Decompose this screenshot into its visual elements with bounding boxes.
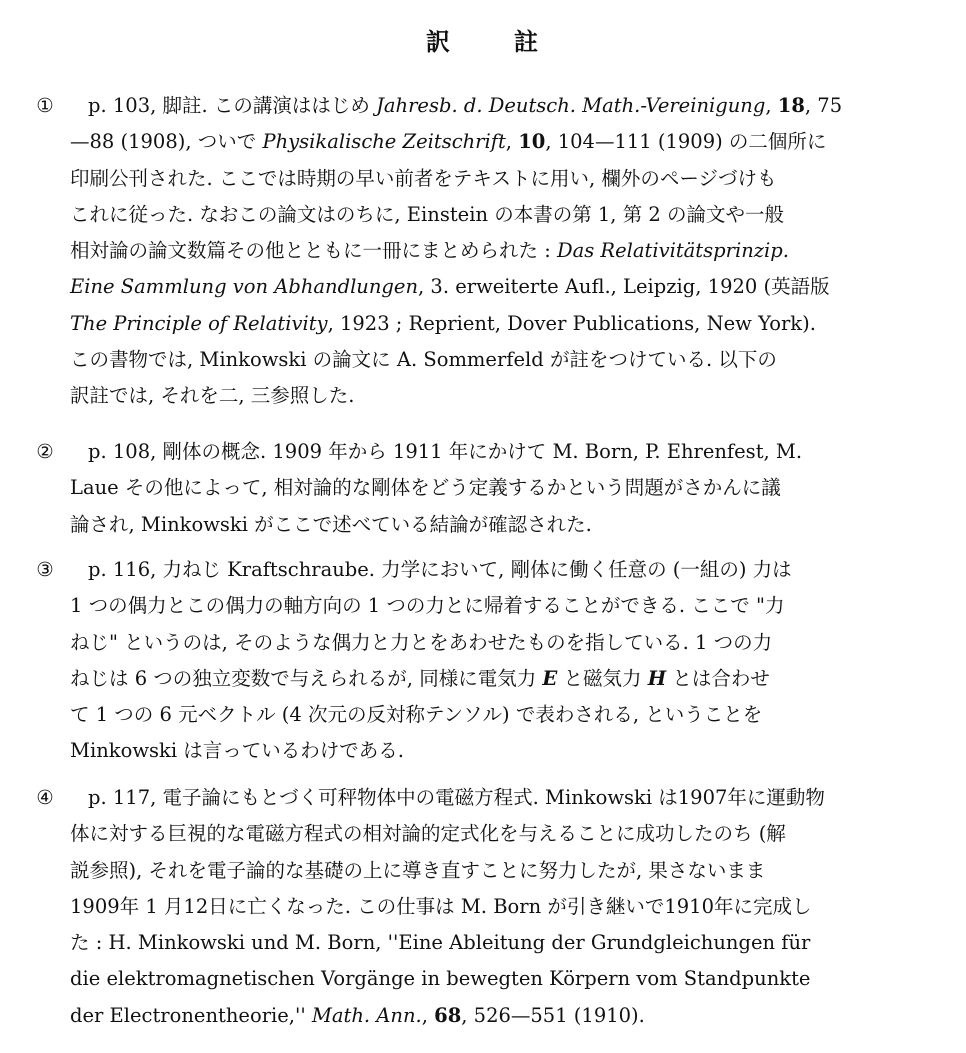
note-marker: ④ [36,786,54,809]
note-3 [30,552,910,770]
note-marker: ① [36,94,54,117]
note-line [70,925,910,961]
note-line [70,961,910,997]
note-line [70,233,910,269]
text-segment: て 1 つの 6 元ベクトル (4 次元の反対称テンソル) で表わされる, ということを [70,703,763,727]
text-segment: , [765,94,778,117]
text-segment: 体に対する巨視的な電磁方程式の相対論的定式化を与えることに成功したのち (解 [70,822,786,846]
note-line [70,470,910,506]
note-body [70,552,910,770]
text-segment: p. 108, 剛体の概念. 1909 年から 1911 年にかけて M. Born, P. Ehrenfest, M. [88,440,803,463]
note-line [70,697,910,733]
text-segment: Math. Ann. [311,1003,422,1027]
text-segment: p. 103, 脚註. この講演ははじめ [88,94,377,117]
note-4 [30,780,910,1034]
text-segment: , 3. erweiterte Aufl., Leipzig, 1920 (英語版 [418,275,830,299]
note-line [70,733,910,769]
text-segment: ねじは 6 つの独立変数で与えられるが, 同様に電気力 [70,666,543,690]
note-line [70,998,910,1034]
text-segment: E [542,666,558,690]
note-line [70,853,910,889]
note-line [70,816,910,852]
note-line [70,889,910,925]
title-char-1: 訳 [426,27,452,56]
text-segment: と磁気力 [557,666,648,690]
text-segment: とは合わせ [666,666,770,690]
text-segment: 18 [777,94,805,117]
text-segment: Minkowski は言っているわけである. [70,739,404,763]
note-line [70,269,910,305]
note-body [70,88,910,415]
note-line [70,507,910,543]
text-segment: die elektromagnetischen Vorgänge in bewegten Körpern vom Standpunkte [70,967,811,991]
note-line [70,197,910,233]
note-line [88,780,910,816]
note-marker: ③ [36,558,54,581]
note-line [70,588,910,624]
page-title [0,22,966,57]
note-1 [30,88,910,415]
text-segment: , 75 [804,94,843,117]
note-line [70,306,910,342]
note-body [70,780,910,1034]
text-segment: 印刷公刊された. ここでは時期の早い前者をテキストに用い, 欄外のページづけも [70,166,777,190]
note-line [70,124,910,160]
note-2 [30,434,910,543]
note-marker: ② [36,440,54,463]
text-segment: p. 117, 電子論にもとづく可秤物体中の電磁方程式. Minkowski は1907年に運動物 [88,786,825,809]
text-segment: , 1923 ; Reprient, Dover Publications, New York). [327,311,816,335]
text-segment: 訳註では, それを二, 三参照した. [70,384,355,408]
text-segment: p. 116, 力ねじ Kraftschraube. 力学において, 剛体に働く任意の (一組の) 力は [88,558,792,581]
text-segment: Laue その他によって, 相対論的な剛体をどう定義するかという問題がさかんに議 [70,476,781,500]
text-segment: 1 つの偶力とこの偶力の軸方向の 1 つの力とに帰着することができる. ここで "力 [70,594,785,618]
text-segment: , [505,130,519,154]
text-segment: Physikalische Zeitschrift [262,130,506,154]
text-segment: 論され, Minkowski がここで述べている結論が確認された. [70,512,592,536]
text-segment: た : H. Minkowski und M. Born, ''Eine Ableitung der Grundgleichungen für [70,931,811,955]
title-char-2: 註 [514,27,540,56]
note-line [70,661,910,697]
text-segment: Jahresb. d. Deutsch. Math.-Vereinigung [376,94,766,117]
text-segment: 1909年 1 月12日に亡くなった. この仕事は M. Born が引き継いで1910年に完成し [70,894,812,918]
text-segment: Das Relativitätsprinzip. [556,239,789,263]
note-body [70,434,910,543]
text-segment: , 104—111 (1909) の二個所に [545,130,827,154]
note-line [70,378,910,414]
text-segment: 説参照), それを電子論的な基礎の上に導き直すことに努力したが, 果さないまま [70,858,766,882]
text-segment: ねじ" というのは, そのような偶力と力とをあわせたものを指している. 1 つの力 [70,630,773,654]
text-segment: Eine Sammlung von Abhandlungen [70,275,419,299]
note-line [70,625,910,661]
note-line [70,161,910,197]
note-line [70,342,910,378]
text-segment: 10 [518,130,546,154]
text-segment: この書物では, Minkowski の論文に A. Sommerfeld が註をつけている. 以下の [70,348,777,372]
note-line [88,434,910,470]
text-segment: —88 (1908), ついで [70,130,263,154]
text-segment: 相対論の論文数篇その他とともに一冊にまとめられた : [70,239,557,263]
text-segment: , 526—551 (1910). [461,1003,645,1027]
text-segment: , [421,1003,435,1027]
text-segment: der Electronentheorie,'' [70,1003,312,1027]
text-segment: 68 [434,1003,462,1027]
text-segment: H [647,666,667,690]
note-line [88,88,910,124]
text-segment: The Principle of Relativity [70,311,328,335]
text-segment: これに従った. なおこの論文はのちに, Einstein の本書の第 1, 第 2 の論文や一般 [70,202,785,226]
note-line [88,552,910,588]
